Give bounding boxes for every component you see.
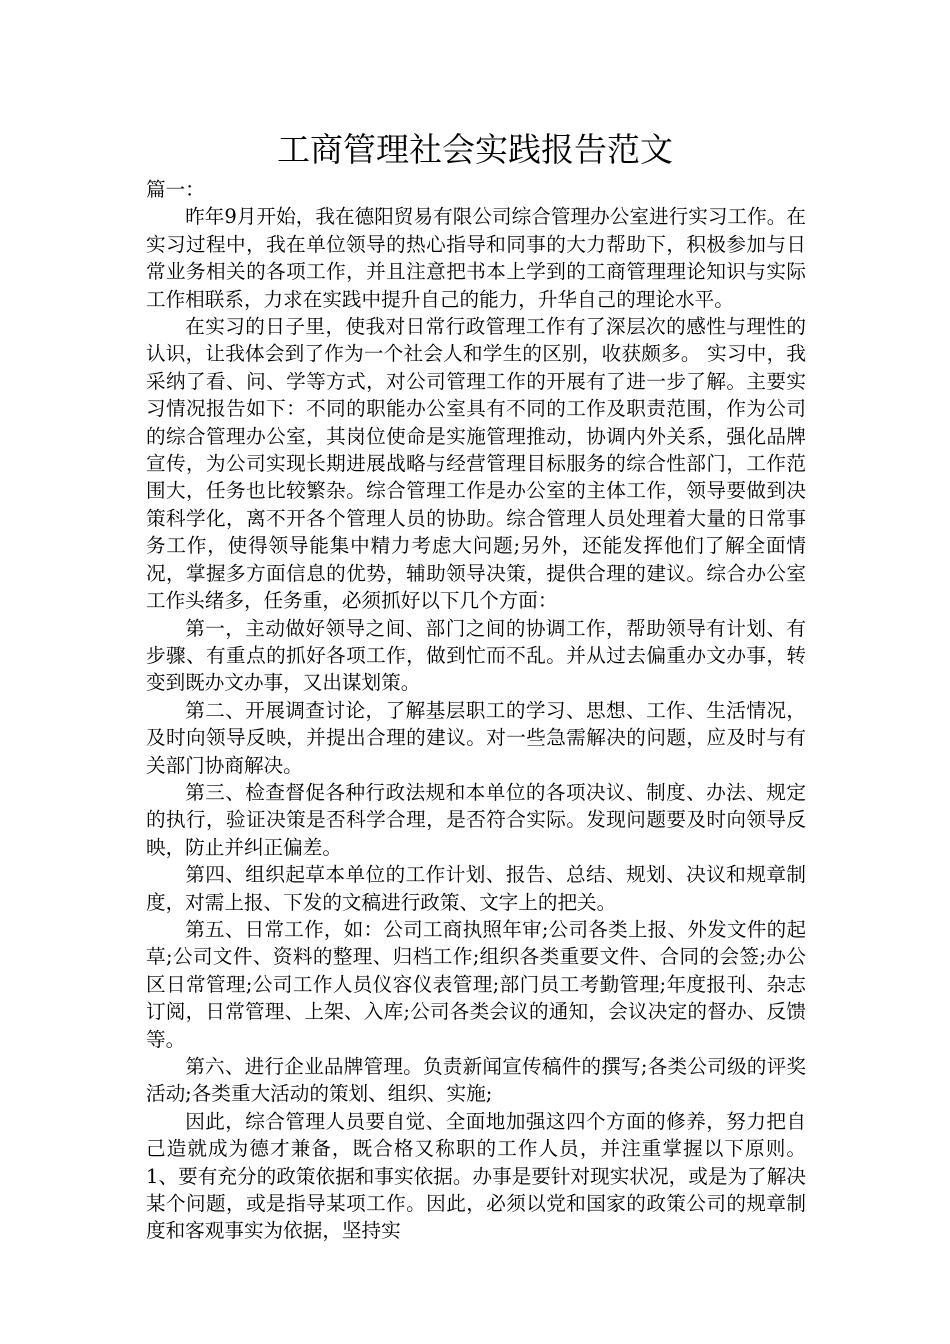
paragraph: 在实习的日子里，使我对日常行政管理工作有了深层次的感性与理性的认识，让我体会到了作为一个社会人和学生的区别，收获颇多。 实习中，我采纳了看、问、学等方式，对公司管理工作的开展有了进一步了解。主要实习情况报告如下：不同的职能办公室具有不同的工作及职责范围，作为公司的综合管理办公室，其岗位使命是实施管理推动，协调内外关系，强化品牌宣传，为公司实现长期进展战略与经营管理目标服务的综合性部门，工作范围大，任务也比较繁杂。综合管理工作是办公室的主体工作，领导要做到决策科学化，离不开各个管理人员的协助。综合管理人员处理着大量的日常事务工作，使得领导能集中精力考虑大问题;另外，还能发挥他们了解全面情况，掌握多方面信息的优势，辅助领导决策，提供合理的建议。综合办公室工作头绪多，任务重，必须抓好以下几个方面： — [146, 315, 806, 613]
paragraph: 第三、检查督促各种行政法规和本单位的各项决议、制度、办法、规定的执行，验证决策是否科学合理，是否符合实际。发现问题要及时向领导反映，防止并纠正偏差。 — [146, 780, 806, 859]
document-title: 工商管理社会实践报告范文 — [277, 130, 673, 169]
paragraph: 第五、日常工作，如：公司工商执照年审;公司各类上报、外发文件的起草;公司文件、资料的整理、归档工作;组织各类重要文件、合同的会签;办公区日常管理;公司工作人员仪容仪表管理;部门员工考勤管理;年度报刊、杂志订阅，日常管理、上架、入库;公司各类会议的通知，会议决定的督办、反馈等。 — [146, 917, 806, 1051]
paragraph: 第一，主动做好领导之间、部门之间的协调工作，帮助领导有计划、有步骤、有重点的抓好各项工作，做到忙而不乱。并从过去偏重办文办事，转变到既办文办事，又出谋划策。 — [146, 616, 806, 695]
paragraph: 因此，综合管理人员要自觉、全面地加强这四个方面的修养，努力把自己造就成为德才兼备，既合格又称职的工作人员，并注重掌握以下原则。 1、要有充分的政策依据和事实依据。办事是要针对现实状况，或是为了解决某个问题，或是指导某项工作。因此，必须以党和国家的政策公司的规章制度和客观事实为依据，坚持实 — [146, 1109, 806, 1243]
section-label: 篇一： — [146, 178, 205, 201]
paragraph: 第四、组织起草本单位的工作计划、报告、总结、规划、决议和规章制度，对需上报、下发的文稿进行政策、文字上的把关。 — [146, 863, 806, 914]
paragraph: 昨年9月开始，我在德阳贸易有限公司综合管理办公室进行实习工作。在实习过程中，我在单位领导的热心指导和同事的大力帮助下，积极参加与日常业务相关的各项工作，并且注意把书本上学到的工商管理理论知识与实际工作相联系，力求在实践中提升自己的能力，升华自己的理论水平。 — [146, 205, 806, 311]
document-body — [146, 176, 806, 1245]
paragraph: 第六、进行企业品牌管理。负责新闻宣传稿件的撰写;各类公司级的评奖活动;各类重大活动的策划、组织、实施; — [146, 1055, 806, 1106]
paragraph: 第二、开展调查讨论，了解基层职工的学习、思想、工作、生活情况，及时向领导反映，并提出合理的建议。对一些急需解决的问题，应及时与有关部门协商解决。 — [146, 698, 806, 777]
